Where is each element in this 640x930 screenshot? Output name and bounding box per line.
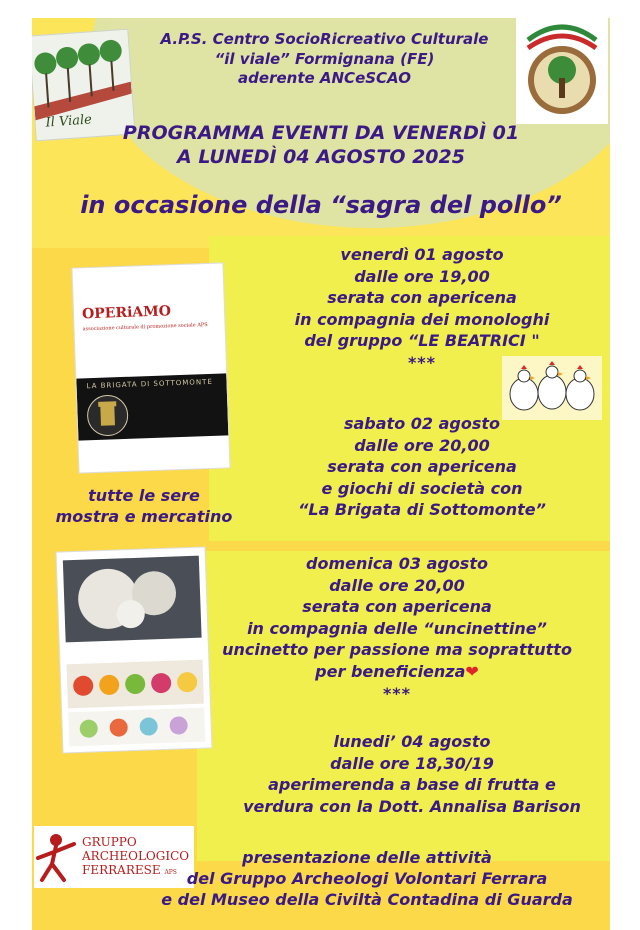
association-name: A.P.S. Centro SocioRicreativo Culturale (160, 30, 489, 48)
association-affiliation: aderente ANCeSCAO (238, 69, 411, 87)
event-description: serata con apericena (302, 597, 492, 617)
title-line-1: PROGRAMMA EVENTI DA VENERDÌ 01 (122, 122, 520, 144)
footer-line: del Gruppo Archeologi Volontari Ferrara (186, 868, 548, 888)
event-description: verdura con la Dott. Annalisa Barison (243, 796, 581, 816)
side-note-line: tutte le sere (88, 486, 200, 505)
event-description: “La Brigata di Sottomonte” (298, 500, 546, 520)
event-friday (237, 244, 607, 374)
ancescao-logo (516, 18, 608, 124)
event-day: venerdì 01 agosto (340, 245, 504, 264)
poster-subtitle: in occasione della “sagra del pollo” (80, 191, 562, 219)
association-header (127, 30, 522, 89)
event-poster (32, 18, 610, 930)
event-time: dalle ore 19,00 (354, 266, 490, 286)
operiamo-subtitle: associazione culturale di promozione sociale APS (82, 321, 208, 333)
brigata-logo-text: LA BRIGATA DI SOTTOMONTE (86, 377, 213, 391)
separator: *** (407, 352, 437, 372)
event-description: e giochi di società con (321, 478, 523, 498)
event-description: in compagnia delle “uncinettine” (247, 618, 547, 638)
event-description: del gruppo “LE BEATRICI " (304, 331, 540, 351)
event-monday (212, 731, 610, 817)
gaf-line: FERRARESE (82, 862, 161, 877)
title-line-2: A LUNEDÌ 04 AGOSTO 2025 (177, 145, 465, 168)
heart-icon: ❤ (465, 661, 479, 681)
tree-icon (516, 18, 608, 124)
event-description: serata con apericena (327, 457, 517, 477)
event-description: aperimerenda a base di frutta e (268, 775, 556, 795)
event-saturday (237, 413, 607, 521)
side-note (34, 486, 254, 528)
event-day: lunedi’ 04 agosto (333, 732, 491, 751)
footer-line: e del Museo della Civiltà Contadina di Guarda (161, 889, 573, 909)
crochet-fruit-photo (57, 547, 212, 752)
viale-logo-text: Il Viale (45, 112, 93, 131)
side-note-line: mostra e mercatino (55, 506, 233, 526)
event-day: domenica 03 agosto (306, 554, 488, 573)
crochet-collage (57, 547, 212, 752)
event-day: sabato 02 agosto (343, 414, 501, 433)
event-description-with-heart (192, 661, 602, 683)
gaf-line: GRUPPO (82, 835, 137, 849)
poster-title (32, 122, 610, 170)
event-description: per beneficienza (315, 661, 466, 681)
event-sunday (192, 553, 602, 704)
event-description: in compagnia dei monologhi (294, 309, 550, 329)
event-description: serata con apericena (327, 288, 517, 308)
operiamo-logo-text: OPERiAMO (81, 303, 172, 323)
event-description: uncinetto per passione ma soprattutto (222, 640, 572, 660)
operiamo-brigata-photo (72, 263, 229, 472)
brigata-banner (76, 373, 228, 440)
footer-line: presentazione delle attività (242, 848, 492, 867)
footer-text (127, 848, 607, 910)
event-time: dalle ore 18,30/19 (330, 753, 494, 773)
warrior-icon (34, 826, 80, 888)
gaf-line: ARCHEOLOGICO (82, 848, 190, 863)
gaf-aps: APS (164, 868, 177, 876)
event-time: dalle ore 20,00 (329, 575, 465, 595)
event-time: dalle ore 20,00 (354, 435, 490, 455)
association-location: “il viale” Formignana (FE) (214, 49, 435, 68)
separator: *** (382, 683, 412, 703)
